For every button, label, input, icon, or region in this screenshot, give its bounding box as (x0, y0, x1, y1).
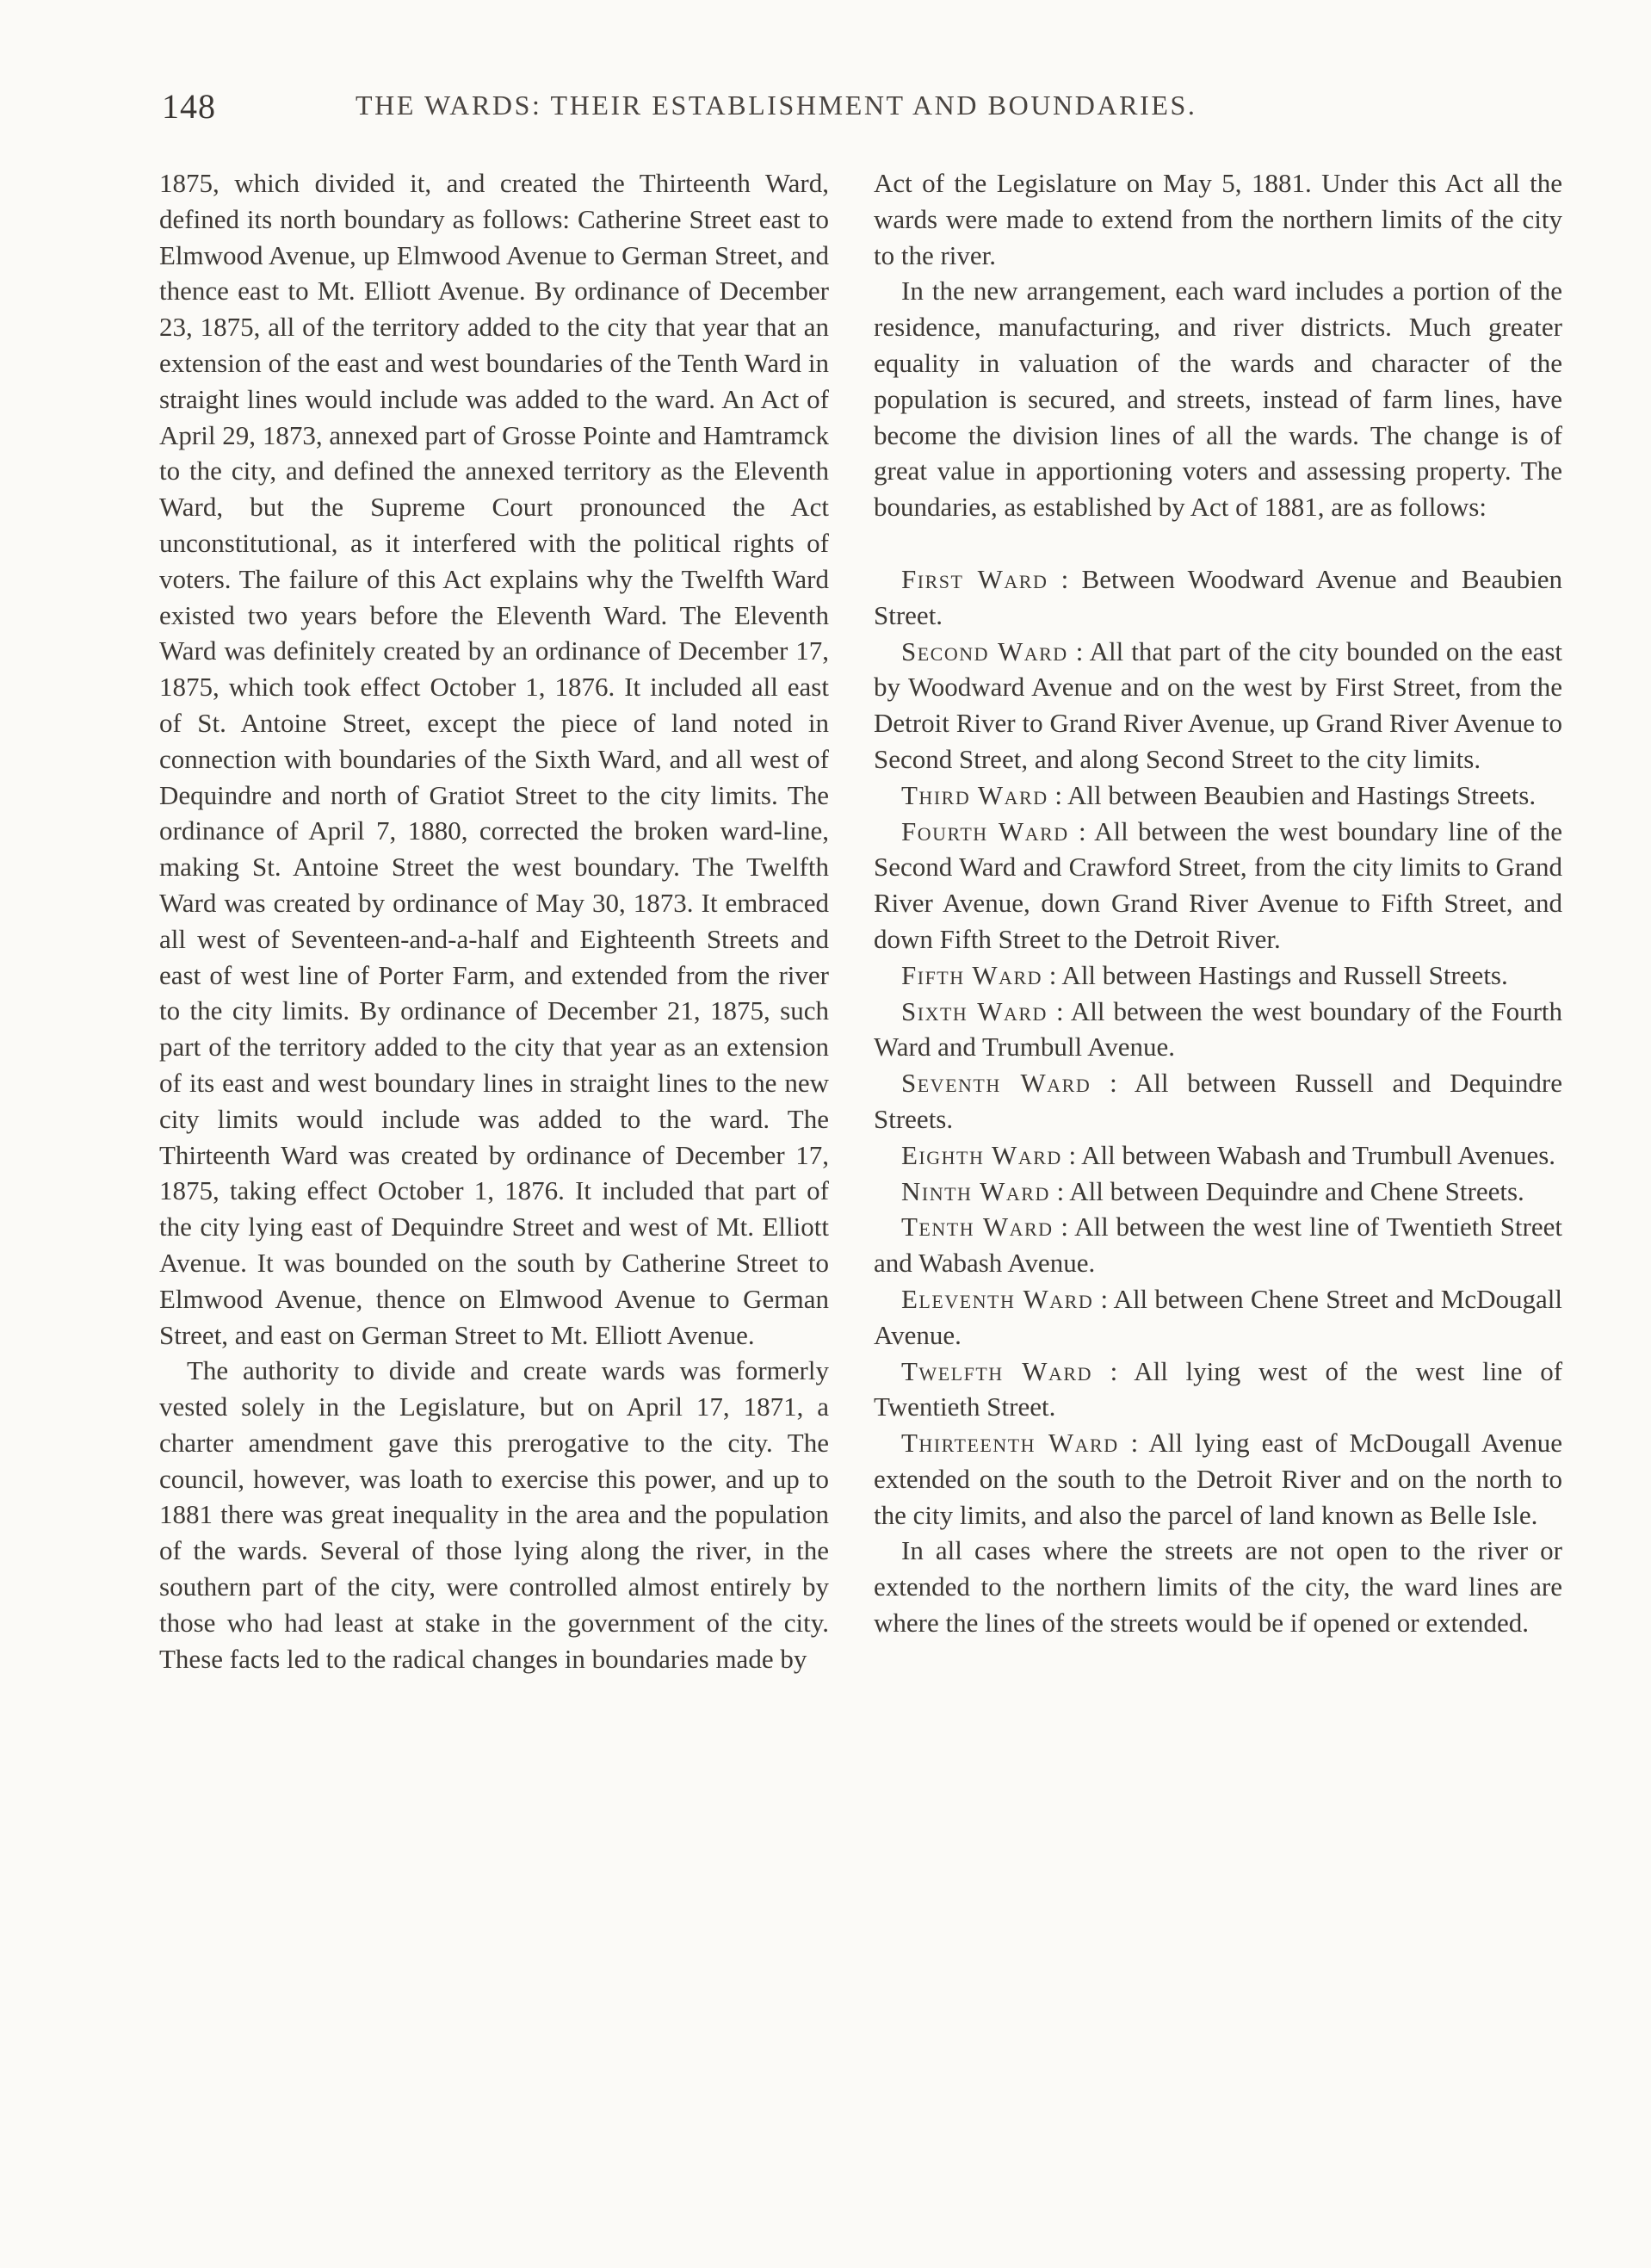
ward-description: : All between the west boundary line of the Second Ward and Crawford Street, from the city limits to Grand River Avenue, down Grand River Avenue to Fifth Street, and down Fifth Street to the Detroit River. (874, 815, 1563, 954)
ward-name: First Ward (901, 563, 1048, 594)
ward-name: Eleventh Ward (901, 1283, 1094, 1314)
ward-name: Ninth Ward (901, 1175, 1050, 1206)
ward-entry (874, 634, 1562, 778)
ward-boundary-list (874, 561, 1562, 1534)
ward-entry (874, 1354, 1562, 1426)
paragraph: Act of the Legislature on May 5, 1881. Under this Act all the wards were made to extend from the northern limits of the city to the river. (874, 168, 1562, 270)
ward-name: Third Ward (901, 779, 1048, 810)
ward-description: : All between the west boundary of the Fourth Ward and Trumbull Avenue. (874, 995, 1562, 1063)
ward-description: : All between Wabash and Trumbull Avenues. (1068, 1139, 1556, 1170)
paragraph: The authority to divide and create wards was formerly vested solely in the Legislature, but on April 17, 1871, a charter amendment gave this prerogative to the city. The council, however, was loath to exercise this power, and up to 1881 there was great inequality in the area and the population of the wards. Several of those lying along the river, in the southern part of the city, were controlled almost entirely by those who had least at stake in the government of the city. These facts led to the radical changes in boundaries made by (159, 1355, 829, 1674)
left-column (159, 165, 829, 1676)
ward-name: Seventh Ward (901, 1068, 1091, 1099)
ward-entry (874, 1281, 1562, 1354)
ward-entry (874, 1065, 1562, 1137)
ward-entry (874, 1209, 1562, 1281)
paragraph: In the new arrangement, each ward includes a portion of the residence, manufacturing, and river districts. Much greater equality in valuation of the wards and character of the population is secured, and streets, instead of farm lines, have become the division lines of all the wards. The change is of great value in apportioning voters and assessing property. The boundaries, as established by Act of 1881, are as follows: (874, 276, 1562, 523)
ward-name: Second Ward (901, 635, 1068, 666)
ward-description: : All that part of the city bounded on the east by Woodward Avenue and on the west by First Street, from the Detroit River to Grand River Avenue, up Grand River Avenue to Second Street, and along Second Street to the city limits. (874, 635, 1563, 774)
ward-name: Tenth Ward (901, 1211, 1054, 1242)
ward-name: Fourth Ward (901, 815, 1069, 846)
ward-name: Thirteenth Ward (901, 1428, 1119, 1459)
ward-name: Twelfth Ward (901, 1355, 1092, 1386)
ward-name: Sixth Ward (901, 995, 1048, 1026)
page-number: 148 (162, 87, 216, 126)
ward-description: : Between Woodward Avenue and Beaubien Street. (874, 563, 1562, 630)
ward-description: : All between Hastings and Russell Streets. (1048, 959, 1508, 990)
ward-entry (874, 994, 1562, 1066)
ward-entry (874, 1137, 1562, 1174)
ward-description: : All between the west line of Twentieth Street and Wabash Avenue. (874, 1211, 1563, 1279)
ward-description: : All between Dequindre and Chene Streets. (1056, 1175, 1524, 1206)
ward-name: Eighth Ward (901, 1139, 1062, 1170)
ward-entry (874, 778, 1562, 814)
ward-entry (874, 1425, 1562, 1533)
ward-description: : All lying east of McDougall Avenue extended on the south to the Detroit River and on the north to the city limits, and also the parcel of land known as Belle Isle. (874, 1428, 1563, 1530)
ward-description: : All lying west of the west line of Twentieth Street. (874, 1355, 1563, 1422)
closing-paragraph: In all cases where the streets are not open to the river or extended to the northern limits of the city, the ward lines are where the lines of the streets would be if opened or extended. (874, 1535, 1562, 1639)
right-column (874, 165, 1562, 1641)
page-header (162, 86, 1393, 127)
ward-name: Fifth Ward (901, 959, 1043, 990)
ward-entry (874, 957, 1562, 994)
ward-entry (874, 1174, 1562, 1210)
ward-entry (874, 814, 1562, 957)
ward-entry (874, 561, 1562, 634)
running-title: THE WARDS: THEIR ESTABLISHMENT AND BOUNDARIES. (356, 90, 1197, 121)
ward-description: : All between Beaubien and Hastings Streets. (1054, 779, 1537, 810)
ward-description: : All between Chene Street and McDougall Avenue. (874, 1283, 1562, 1350)
ward-description: : All between Russell and Dequindre Streets. (874, 1068, 1563, 1134)
paragraph: 1875, which divided it, and created the Thirteenth Ward, defined its north boundary as follows: Catherine Street east to Elmwood Avenue, up Elmwood Avenue to German Street, and thence east to Mt. Elliott Avenue. By ordinance of December 23, 1875, all of the territory added to the city that year that an extension of the east and west boundaries of the Tenth Ward in straight lines would include was added to the ward. An Act of April 29, 1873, annexed part of Grosse Pointe and Hamtramck to the city, and defined the annexed territory as the Eleventh Ward, but the Supreme Court pronounced the Act unconstitutional, as it interfered with the political rights of voters. The failure of this Act explains why the Twelfth Ward existed two years before the Eleventh Ward. The Eleventh Ward was definitely created by an ordinance of December 17, 1875, which took effect October 1, 1876. It included all east of St. Antoine Street, except the piece of land noted in connection with boundaries of the Sixth Ward, and all west of Dequindre and north of Gratiot Street to the city limits. The ordinance of April 7, 1880, corrected the broken ward-line, making St. Antoine Street the west boundary. The Twelfth Ward was created by ordinance of May 30, 1873. It embraced all west of Seventeen-and-a-half and Eighteenth Streets and east of west line of Porter Farm, and extended from the river to the city limits. By ordinance of December 21, 1875, such part of the territory added to the city that year as an extension of its east and west boundary lines in straight lines to the new city limits would include was added to the ward. The Thirteenth Ward was created by ordinance of December 17, 1875, taking effect October 1, 1876. It included that part of the city lying east of Dequindre Street and west of Mt. Elliott Avenue. It was bounded on the south by Catherine Street to Elmwood Avenue, thence on Elmwood Avenue to German Street, and east on German Street to Mt. Elliott Avenue. (159, 168, 829, 1350)
